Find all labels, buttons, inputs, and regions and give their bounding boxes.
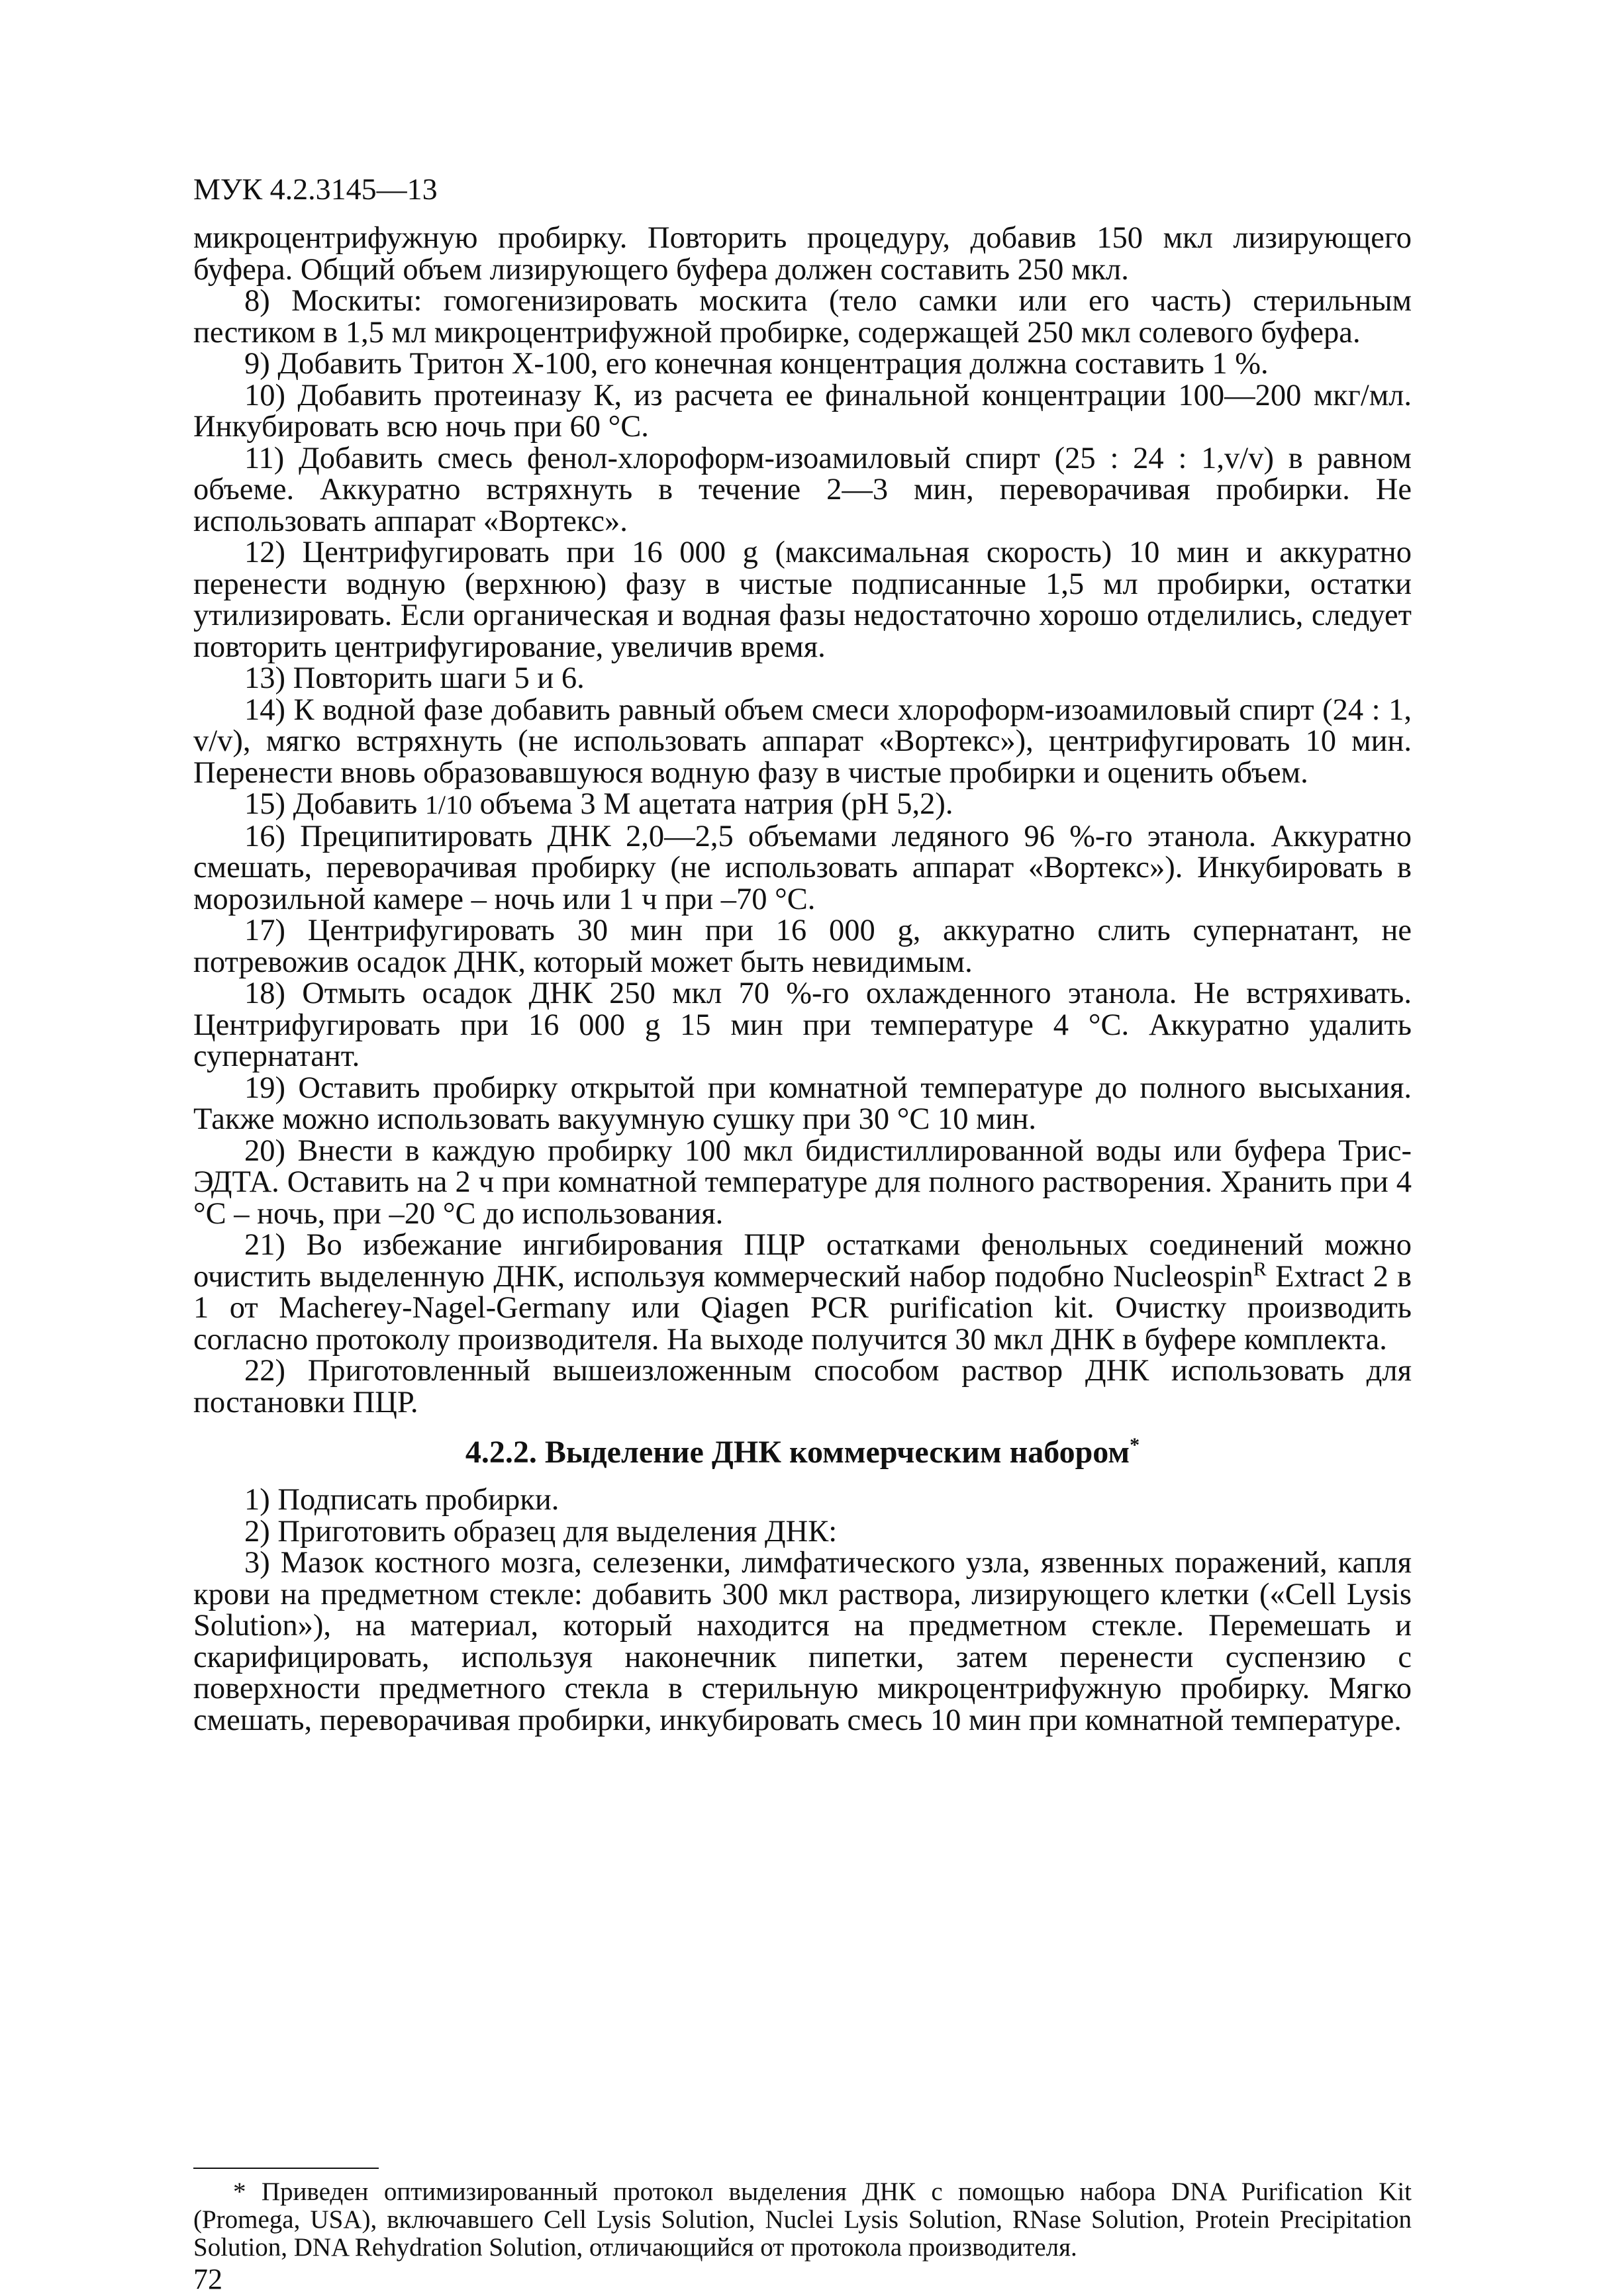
paragraph-step-12: 12) Центрифугировать при 16 000 g (максимальная скорость) 10 мин и аккуратно перенести водную (верхнюю) фазу в чистые подписанные 1,5 мл пробирки, остатки утилизировать. Если органическая и водная фазы недостаточно хорошо отделились, следует повторить центрифугирование, увеличив время. bbox=[193, 536, 1412, 664]
fraction-one-tenth: 1/10 bbox=[424, 790, 472, 820]
document-code-header: МУК 4.2.3145—13 bbox=[193, 172, 438, 206]
footnote-text: * Приведен оптимизированный протокол выделения ДНК с помощью набора DNA Purification Kit (Promega, USA), включавшего Cell Lysis Solution, Nuclei Lysis Solution, RNase Solution, Protein Precipitation Solution, DNA Rehydration Solution, отличающийся от протокола производителя. bbox=[193, 2177, 1412, 2262]
document-page bbox=[193, 171, 1412, 2296]
paragraph-step-13: 13) Повторить шаги 5 и 6. bbox=[244, 661, 585, 695]
paragraph-step-8: 8) Москиты: гомогенизировать москита (тело самки или его часть) стерильным пестиком в 1,5 мл микроцентрифужной пробирке, содержащей 250 мкл солевого буфера. bbox=[193, 284, 1412, 350]
paragraph-step-14: 14) К водной фазе добавить равный объем смеси хлороформ-изоамиловый спирт (24 : 1, v/v), мягко встряхнуть (не использовать аппарат «Вортекс»), центрифугировать 10 мин. Перенести вновь образовавшуюся водную фазу в чистые пробирки и оценить объем. bbox=[193, 693, 1412, 790]
paragraph-continuation: микроцентрифужную пробирку. Повторить процедуру, добавив 150 мкл лизирующего буфера. Общий объем лизирующего буфера должен составить 250 мкл. bbox=[193, 221, 1412, 287]
footnote-divider bbox=[193, 2168, 379, 2169]
paragraph-kit-step-3: 3) Мазок костного мозга, селезенки, лимфатического узла, язвенных поражений, капля крови на предметном стекле: добавить 300 мкл раствора, лизирующего клетки («Cell Lysis Solution»), на материал, который находится на предметном стекле. Перемешать и скарифицировать, используя наконечник пипетки, затем перенести суспензию с поверхности предметного стекла в стерильную микроцентрифужную пробирку. Мягко смешать, переворачивая пробирки, инкубировать смесь 10 мин при комнатной температуре. bbox=[193, 1546, 1412, 1737]
paragraph-step-18: 18) Отмыть осадок ДНК 250 мкл 70 %-го охлажденного этанола. Не встряхивать. Центрифугировать при 16 000 g 15 мин при температуре 4 °С. Аккуратно удалить супернатант. bbox=[193, 977, 1412, 1073]
paragraph-step-21 bbox=[193, 1229, 1412, 1355]
paragraph-step-17: 17) Центрифугировать 30 мин при 16 000 g, аккуратно слить супернатант, не потревожив осадок ДНК, который может быть невидимым. bbox=[193, 914, 1412, 979]
step-21-text-start: 21) Во избежание ингибирования ПЦР остатками фенольных соединений можно очистить выделенную ДНК, используя коммерческий набор подобно Nucleospin bbox=[193, 1228, 1412, 1294]
paragraph-step-15 bbox=[193, 789, 1412, 821]
paragraph-kit-step-2: 2) Приготовить образец для выделения ДНК: bbox=[244, 1514, 838, 1549]
paragraph-step-20: 20) Внести в каждую пробирку 100 мкл бидистиллированной воды или буфера Трис-ЭДТА. Оставить на 2 ч при комнатной температуре для полного растворения. Хранить при 4 °С – ночь, при –20 °С до использования. bbox=[193, 1133, 1412, 1231]
section-heading-text: 4.2.2. Выделение ДНК коммерческим набором bbox=[465, 1435, 1130, 1470]
paragraph-step-16: 16) Преципитировать ДНК 2,0—2,5 объемами ледяного 96 %-го этанола. Аккуратно смешать, переворачивая пробирку (не использовать аппарат «Вортекс»). Инкубировать в морозильной камере – ночь или 1 ч при –70 °С. bbox=[193, 819, 1412, 916]
paragraph-step-19: 19) Оставить пробирку открытой при комнатной температуре до полного высыхания. Также можно использовать вакуумную сушку при 30 °С 10 мин. bbox=[193, 1071, 1412, 1136]
paragraph-step-22: 22) Приготовленный вышеизложенным способом раствор ДНК использовать для постановки ПЦР. bbox=[193, 1354, 1412, 1419]
section-heading bbox=[193, 1434, 1412, 1471]
paragraph-kit-step-1: 1) Подписать пробирки. bbox=[244, 1483, 559, 1517]
footnote-marker: * bbox=[1130, 1434, 1140, 1456]
step-15-text-end: объема 3 М ацетата натрия (рН 5,2). bbox=[472, 787, 953, 821]
paragraph-step-11: 11) Добавить смесь фенол-хлороформ-изоамиловый спирт (25 : 24 : 1,v/v) в равном объеме. Аккуратно встряхнуть в течение 2—3 мин, переворачивая пробирки. Не использовать аппарат «Вортекс». bbox=[193, 441, 1412, 538]
step-21-text-end: Extract 2 в 1 от Macherey-Nagel-Germany или Qiagen PCR purification kit. Очистку производить согласно протоколу производителя. На выходе получится 30 мкл ДНК в буфере комплекта. bbox=[193, 1259, 1412, 1357]
page-number: 72 bbox=[193, 2263, 222, 2295]
step-15-text-start: 15) Добавить bbox=[244, 787, 425, 821]
paragraph-step-9: 9) Добавить Тритон Х-100, его конечная концентрация должна составить 1 %. bbox=[244, 347, 1269, 381]
registered-superscript: R bbox=[1253, 1258, 1267, 1280]
paragraph-step-10: 10) Добавить протеиназу К, из расчета ее финальной концентрации 100—200 мкг/мл. Инкубировать всю ночь при 60 °С. bbox=[193, 378, 1412, 444]
